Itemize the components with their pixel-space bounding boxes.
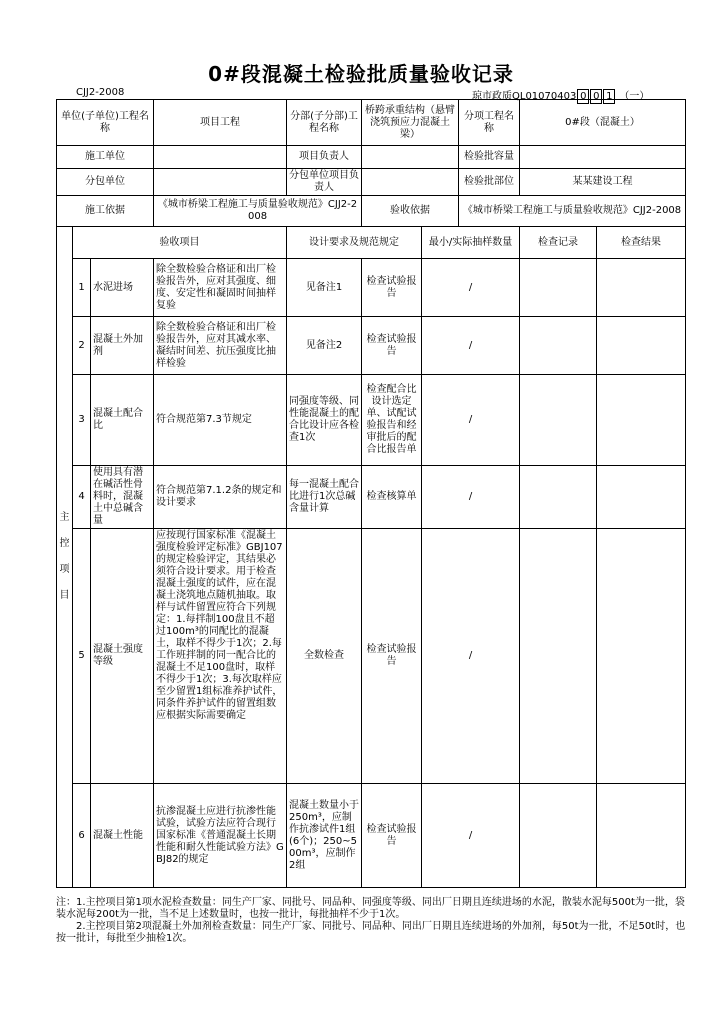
record-digit: 1 [603, 89, 615, 104]
inspection-table [56, 99, 686, 888]
row-method: 检查试验报告 [362, 529, 422, 784]
row-record [520, 529, 597, 784]
footnotes [56, 897, 686, 945]
row-quantity: 每一混凝土配合比进行1次总碱含量计算 [287, 466, 362, 529]
row-requirement: 除全数检验合格证和出厂检验报告外，应对其强度、细度、安定性和凝固时间抽样复验 [154, 259, 287, 317]
row-requirement: 符合规范第7.3节规定 [154, 375, 287, 466]
row-record [520, 375, 597, 466]
page-title: 0#段混凝土检验批质量验收记录 [208, 62, 514, 86]
table-row [57, 259, 686, 317]
acceptance-basis-value: 《城市桥梁工程施工与质量验收规范》CJJ2-2008 [459, 196, 686, 227]
acceptance-basis-label: 验收依据 [362, 196, 459, 227]
header-row-subcontractor [57, 169, 686, 196]
row-quantity: 见备注2 [287, 317, 362, 375]
footnote-2: 2.主控项目第2项混凝土外加剂检查数量：同生产厂家、同批号、同品种、同出厂日期且连续进场的外加剂，每50t为一批，不足50t时，也按一批计，每批至少抽检1次。 [56, 921, 686, 944]
project-leader-label: 项目负责人 [287, 146, 362, 169]
header-row-project [57, 100, 686, 146]
col-item: 验收项目 [73, 227, 287, 259]
row-name: 水泥进场 [91, 259, 154, 317]
row-method: 检查核算单 [362, 466, 422, 529]
col-requirement: 设计要求及规范规定 [287, 227, 422, 259]
row-no: 2 [73, 317, 91, 375]
row-requirement: 符合规范第7.1.2条的规定和设计要求 [154, 466, 287, 529]
standard-code: CJJ2-2008 [76, 87, 125, 98]
row-no: 6 [73, 784, 91, 888]
table-row [57, 784, 686, 888]
row-no: 4 [73, 466, 91, 529]
row-sample: / [422, 375, 520, 466]
row-name: 混凝土外加剂 [91, 317, 154, 375]
row-quantity: 同强度等级、同性能混凝土的配合比设计应各检查1次 [287, 375, 362, 466]
row-sample: / [422, 529, 520, 784]
col-result: 检查结果 [597, 227, 686, 259]
row-name: 混凝土强度等级 [91, 529, 154, 784]
subcontractor-leader-value [362, 169, 459, 196]
record-digit: 0 [590, 89, 602, 104]
record-digit: 0 [577, 89, 589, 104]
row-result [597, 317, 686, 375]
row-method: 检查试验报告 [362, 784, 422, 888]
header-row-basis [57, 196, 686, 227]
sub-project-value: 桥跨承重结构（悬臂浇筑预应力混凝土梁） [362, 100, 459, 146]
row-result [597, 375, 686, 466]
row-sample: / [422, 317, 520, 375]
table-row [57, 317, 686, 375]
row-no: 3 [73, 375, 91, 466]
sub-project-label: 分部(子分部)工程名称 [287, 100, 362, 146]
row-method: 检查试验报告 [362, 259, 422, 317]
row-result [597, 466, 686, 529]
unit-project-value: 项目工程 [154, 100, 287, 146]
row-sample: / [422, 466, 520, 529]
row-requirement: 除全数检验合格证和出厂检验报告外，应对其减水率、凝结时间差、抗压强度比抽样检验 [154, 317, 287, 375]
row-record [520, 466, 597, 529]
record-suffix: （一） [619, 91, 650, 102]
row-sample: / [422, 259, 520, 317]
construction-basis-value: 《城市桥梁工程施工与质量验收规范》CJJ2-2008 [154, 196, 362, 227]
batch-capacity-label: 检验批容量 [459, 146, 520, 169]
row-result [597, 529, 686, 784]
table-row [57, 375, 686, 466]
batch-location-label: 检验批部位 [459, 169, 520, 196]
table-row [57, 466, 686, 529]
item-project-value: 0#段（混凝土） [520, 100, 686, 146]
subcontractor-value [154, 169, 287, 196]
construction-basis-label: 施工依据 [57, 196, 154, 227]
header-row-construction [57, 146, 686, 169]
column-header-row [57, 227, 686, 259]
row-record [520, 784, 597, 888]
row-method: 检查试验报告 [362, 317, 422, 375]
row-result [597, 259, 686, 317]
row-name: 混凝土配合比 [91, 375, 154, 466]
row-no: 1 [73, 259, 91, 317]
row-record [520, 259, 597, 317]
item-project-label: 分项工程名称 [459, 100, 520, 146]
construction-unit-label: 施工单位 [57, 146, 154, 169]
subcontractor-leader-label: 分包单位项目负责人 [287, 169, 362, 196]
project-leader-value [362, 146, 459, 169]
row-quantity: 见备注1 [287, 259, 362, 317]
col-sample: 最小/实际抽样数量 [422, 227, 520, 259]
row-quantity: 混凝土数量小于250m³，应制作抗渗试件1组(6个)；250~500m³，应制作2组 [287, 784, 362, 888]
batch-capacity-value [520, 146, 686, 169]
row-name: 混凝土性能 [91, 784, 154, 888]
col-record: 检查记录 [520, 227, 597, 259]
row-record [520, 317, 597, 375]
footnote-1: 注：1.主控项目第1项水泥检查数量：同生产厂家、同批号、同品种、同强度等级、同出厂日期且连续进场的水泥，散装水泥每500t为一批，袋装水泥每200t为一批，当不足上述数量时，也按一批计，每批抽样不少于1次。 [56, 897, 685, 920]
row-result [597, 784, 686, 888]
unit-project-label: 单位(子单位)工程名称 [57, 100, 154, 146]
row-no: 5 [73, 529, 91, 784]
row-quantity: 全数检查 [287, 529, 362, 784]
group-label-main-control: 主控项目 [57, 227, 73, 888]
row-sample: / [422, 784, 520, 888]
row-requirement: 应按现行国家标准《混凝土强度检验评定标准》GBJ107的规定检验评定，其结果必须符合设计要求。用于检查混凝土强度的试件，应在混凝土浇筑地点随机抽取。取样与试件留置应符合下列规定：1.每拌制100盘且不超过100m³的同配比的混凝土，取样不得少于1次；2.每工作班拌制的同一配合比的混凝土不足100盘时，取样不得少于1次；3.每次取样应至少留置1组标准养护试件，同条件养护试件的留置组数应根据实际需要确定 [154, 529, 287, 784]
batch-location-value: 某某建设工程 [520, 169, 686, 196]
row-method: 检查配合比设计选定单、试配试验报告和经审批后的配合比报告单 [362, 375, 422, 466]
construction-unit-value [154, 146, 287, 169]
table-row [57, 529, 686, 784]
row-requirement: 抗渗混凝土应进行抗渗性能试验，试验方法应符合现行国家标准《普通混凝土长期性能和耐久性能试验方法》GBJ82的规定 [154, 784, 287, 888]
record-prefix: 琼市政质QL01070403 [472, 91, 577, 102]
subcontractor-label: 分包单位 [57, 169, 154, 196]
row-name: 使用具有潜在碱活性骨料时，混凝土中总碱含量 [91, 466, 154, 529]
